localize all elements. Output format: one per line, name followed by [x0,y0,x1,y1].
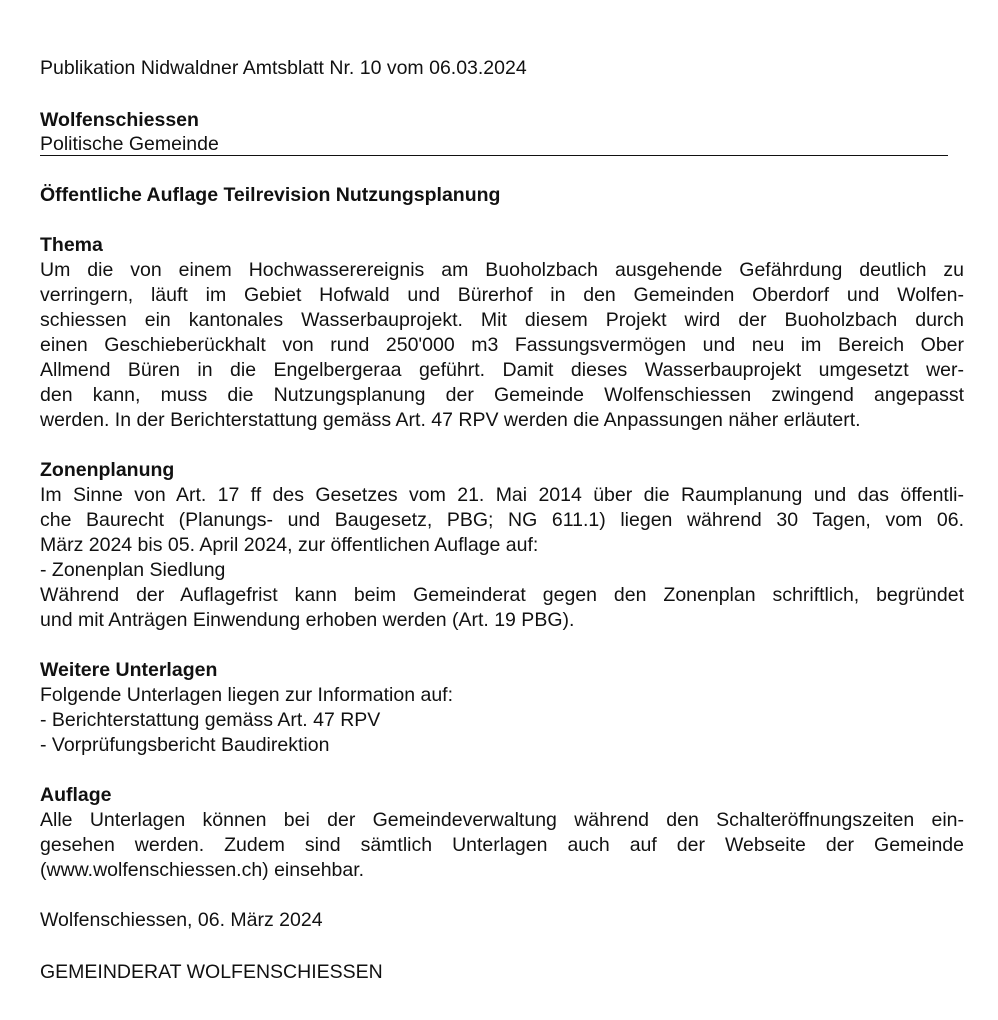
municipality-name: Wolfenschiessen [40,109,199,131]
section-thema [40,233,964,433]
text-line: Alle Unterlagen können bei der Gemeindeverwaltung während den Schalteröffnungszeiten ein- [40,809,964,831]
text-line: werden. In der Berichterstattung gemäss Art. 47 RPV werden die Anpassungen näher erläutert. [40,409,861,431]
text-line: Folgende Unterlagen liegen zur Information auf: [40,684,454,706]
text-line: che Baurecht (Planungs- und Baugesetz, PBG; NG 611.1) liegen während 30 Tagen, vom 06. [40,509,964,531]
section-heading: Zonenplanung [40,459,175,481]
document-title: Öffentliche Auflage Teilrevision Nutzungsplanung [40,184,501,206]
spacer [40,933,964,960]
text-line: einen Geschieberückhalt von rund 250'000 m3 Fassungsvermögen und neu im Bereich Ober [40,334,964,356]
section-auflage [40,783,964,883]
text-line: Im Sinne von Art. 17 ff des Gesetzes vom 21. Mai 2014 über die Raumplanung und das öffentli- [40,484,964,506]
signature: GEMEINDERAT WOLFENSCHIESSEN [40,961,383,983]
section-zonenplanung [40,458,964,633]
list-item: - Vorprüfungsbericht Baudirektion [40,734,330,756]
text-line: Allmend Büren in die Engelbergeraa geführt. Damit dieses Wasserbauprojekt umgesetzt wer- [40,359,964,381]
list-item: - Berichterstattung gemäss Art. 47 RPV [40,709,381,731]
text-line: gesehen werden. Zudem sind sämtlich Unterlagen auch auf der Webseite der Gemeinde [40,834,964,856]
spacer [40,633,964,658]
text-line: und mit Anträgen Einwendung erhoben werden (Art. 19 PBG). [40,609,575,631]
text-line: Um die von einem Hochwasserereignis am Buoholzbach ausgehende Gefährdung deutlich zu [40,259,964,281]
spacer [40,81,964,108]
text-line: den kann, muss die Nutzungsplanung der Gemeinde Wolfenschiessen zwingend angepasst [40,384,964,406]
section-heading: Auflage [40,784,112,806]
section-heading: Weitere Unterlagen [40,659,218,681]
spacer [40,208,964,233]
text-line: Während der Auflagefrist kann beim Gemeinderat gegen den Zonenplan schriftlich, begründet [40,584,964,606]
text-line: (www.wolfenschiessen.ch) einsehbar. [40,859,365,881]
spacer [40,758,964,783]
place-date: Wolfenschiessen, 06. März 2024 [40,909,323,931]
list-item: - Zonenplan Siedlung [40,559,226,581]
text-line: schiessen ein kantonales Wasserbauprojekt. Mit diesem Projekt wird der Buoholzbach durch [40,309,964,331]
text-line: verringern, läuft im Gebiet Hofwald und Bürerhof in den Gemeinden Oberdorf und Wolfen- [40,284,964,306]
section-heading: Thema [40,234,103,256]
section-weitere-unterlagen [40,658,964,758]
publication-line: Publikation Nidwaldner Amtsblatt Nr. 10 vom 06.03.2024 [40,57,527,79]
spacer [40,883,964,908]
municipality-type: Politische Gemeinde [40,133,948,156]
spacer [40,433,964,458]
spacer [40,156,964,183]
text-line: März 2024 bis 05. April 2024, zur öffentlichen Auflage auf: [40,534,539,556]
publication-document [40,56,964,985]
